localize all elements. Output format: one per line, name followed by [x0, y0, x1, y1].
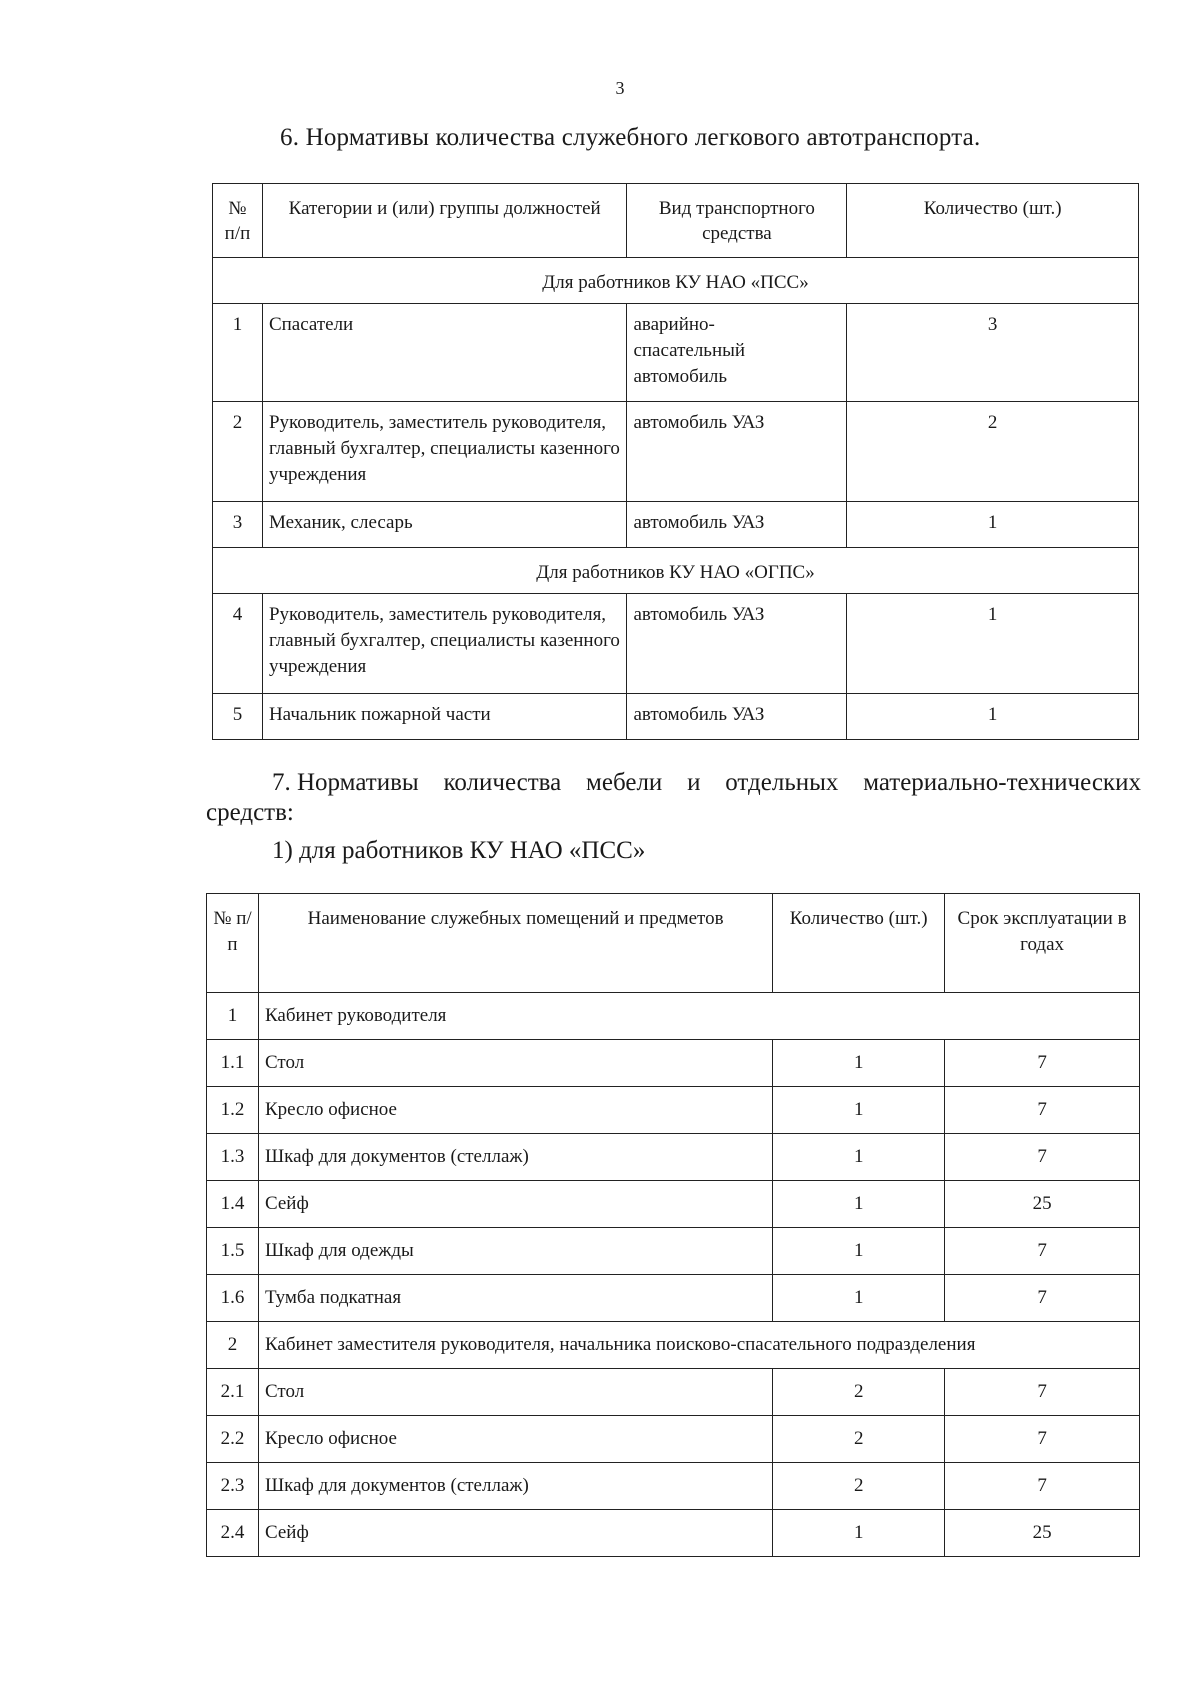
table-row: [213, 402, 1139, 502]
row-name: Кабинет заместителя руководителя, начальника поисково-спасательного подразделения: [258, 1322, 1139, 1369]
row-category: Механик, слесарь: [262, 502, 627, 548]
row-term: 7: [945, 1416, 1140, 1463]
row-vehicle: автомобиль УАЗ: [627, 694, 847, 740]
section7-title-continuation: средств:: [206, 799, 294, 826]
row-term: 7: [945, 1369, 1140, 1416]
group-row-pss: [213, 258, 1139, 304]
row-num: 1.1: [207, 1040, 259, 1087]
table-row: [207, 1134, 1140, 1181]
title-word: материально-технических: [863, 769, 1141, 796]
row-qty: 1: [773, 1134, 945, 1181]
table-row: [207, 1510, 1140, 1557]
title-word: количества: [443, 769, 562, 796]
row-name: Кресло офисное: [258, 1087, 772, 1134]
row-name: Шкаф для документов (стеллаж): [258, 1134, 772, 1181]
row-name: Стол: [258, 1040, 772, 1087]
row-qty: 3: [847, 304, 1139, 402]
row-name: Шкаф для документов (стеллаж): [258, 1463, 772, 1510]
row-term: 25: [945, 1181, 1140, 1228]
row-num: 1.4: [207, 1181, 259, 1228]
row-name: Стол: [258, 1369, 772, 1416]
row-num: 1: [207, 993, 259, 1040]
section6-title: 6. Нормативы количества служебного легкового автотранспорта.: [280, 124, 981, 151]
row-vehicle: автомобиль УАЗ: [627, 402, 847, 502]
row-num: 3: [213, 502, 263, 548]
group-label: Для работников КУ НАО «ОГПС»: [213, 548, 1139, 594]
header-name: Наименование служебных помещений и предметов: [258, 894, 772, 993]
row-vehicle: аварийно-спасательный автомобиль: [627, 304, 847, 402]
row-term: 25: [945, 1510, 1140, 1557]
row-qty: 1: [773, 1087, 945, 1134]
vehicle-norms-table: [212, 183, 1139, 740]
row-name: Кресло офисное: [258, 1416, 772, 1463]
table-row: [207, 1087, 1140, 1134]
row-num: 1.5: [207, 1228, 259, 1275]
row-num: 1: [213, 304, 263, 402]
header-qty: Количество (шт.): [847, 184, 1139, 258]
table-row: [207, 1228, 1140, 1275]
row-name: Тумба подкатная: [258, 1275, 772, 1322]
row-num: 2.1: [207, 1369, 259, 1416]
header-category: Категории и (или) группы должностей: [262, 184, 627, 258]
row-num: 4: [213, 594, 263, 694]
row-vehicle: автомобиль УАЗ: [627, 502, 847, 548]
row-vehicle: автомобиль УАЗ: [627, 594, 847, 694]
table-row: [207, 1369, 1140, 1416]
row-qty: 2: [773, 1463, 945, 1510]
row-category: Спасатели: [262, 304, 627, 402]
section7-title-line: [206, 768, 1141, 798]
row-qty: 1: [773, 1040, 945, 1087]
row-num: 2: [213, 402, 263, 502]
header-num: № п/п: [213, 184, 263, 258]
row-term: 7: [945, 1134, 1140, 1181]
row-qty: 2: [773, 1416, 945, 1463]
table-row: [213, 694, 1139, 740]
row-qty: 1: [847, 694, 1139, 740]
row-term: 7: [945, 1275, 1140, 1322]
row-category: Руководитель, заместитель руководителя, главный бухгалтер, специалисты казенного учреждения: [262, 594, 627, 694]
table-row: [207, 1181, 1140, 1228]
row-name: Шкаф для одежды: [258, 1228, 772, 1275]
row-num: 2.2: [207, 1416, 259, 1463]
table-row: [207, 993, 1140, 1040]
row-qty: 2: [847, 402, 1139, 502]
table-header-row: [207, 894, 1140, 993]
row-num: 2.4: [207, 1510, 259, 1557]
row-qty: 1: [773, 1228, 945, 1275]
row-name: Сейф: [258, 1181, 772, 1228]
group-row-ogps: [213, 548, 1139, 594]
row-num: 2.3: [207, 1463, 259, 1510]
table-row: [213, 502, 1139, 548]
table-row: [213, 594, 1139, 694]
row-term: 7: [945, 1463, 1140, 1510]
title-word: 7. Нормативы: [272, 769, 419, 796]
table-row: [207, 1416, 1140, 1463]
header-term: Срок эксплуатации в годах: [945, 894, 1140, 993]
section7-title: [206, 768, 1141, 866]
row-qty: 1: [847, 594, 1139, 694]
row-category: Начальник пожарной части: [262, 694, 627, 740]
row-num: 1.6: [207, 1275, 259, 1322]
row-term: 7: [945, 1228, 1140, 1275]
row-term: 7: [945, 1040, 1140, 1087]
table-row: [207, 1040, 1140, 1087]
row-name: Сейф: [258, 1510, 772, 1557]
row-qty: 1: [847, 502, 1139, 548]
row-category: Руководитель, заместитель руководителя, главный бухгалтер, специалисты казенного учреждения: [262, 402, 627, 502]
row-num: 2: [207, 1322, 259, 1369]
table-row: [207, 1275, 1140, 1322]
row-qty: 1: [773, 1181, 945, 1228]
table-row: [207, 1463, 1140, 1510]
page-number: 3: [615, 78, 625, 98]
row-name: Кабинет руководителя: [258, 993, 1139, 1040]
row-qty: 1: [773, 1510, 945, 1557]
table-header-row: [213, 184, 1139, 258]
title-word: отдельных: [725, 769, 839, 796]
row-num: 5: [213, 694, 263, 740]
row-num: 1.3: [207, 1134, 259, 1181]
row-qty: 1: [773, 1275, 945, 1322]
header-qty: Количество (шт.): [773, 894, 945, 993]
row-qty: 2: [773, 1369, 945, 1416]
group-label: Для работников КУ НАО «ПСС»: [213, 258, 1139, 304]
furniture-norms-table: [206, 893, 1140, 1557]
title-word: и: [687, 769, 701, 796]
header-vehicle: Вид транспортного средства: [627, 184, 847, 258]
row-term: 7: [945, 1087, 1140, 1134]
row-num: 1.2: [207, 1087, 259, 1134]
header-num: № п/п: [207, 894, 259, 993]
table-row: [207, 1322, 1140, 1369]
table-row: [213, 304, 1139, 402]
section7-subtitle: 1) для работников КУ НАО «ПСС»: [272, 837, 646, 864]
title-word: мебели: [586, 769, 663, 796]
